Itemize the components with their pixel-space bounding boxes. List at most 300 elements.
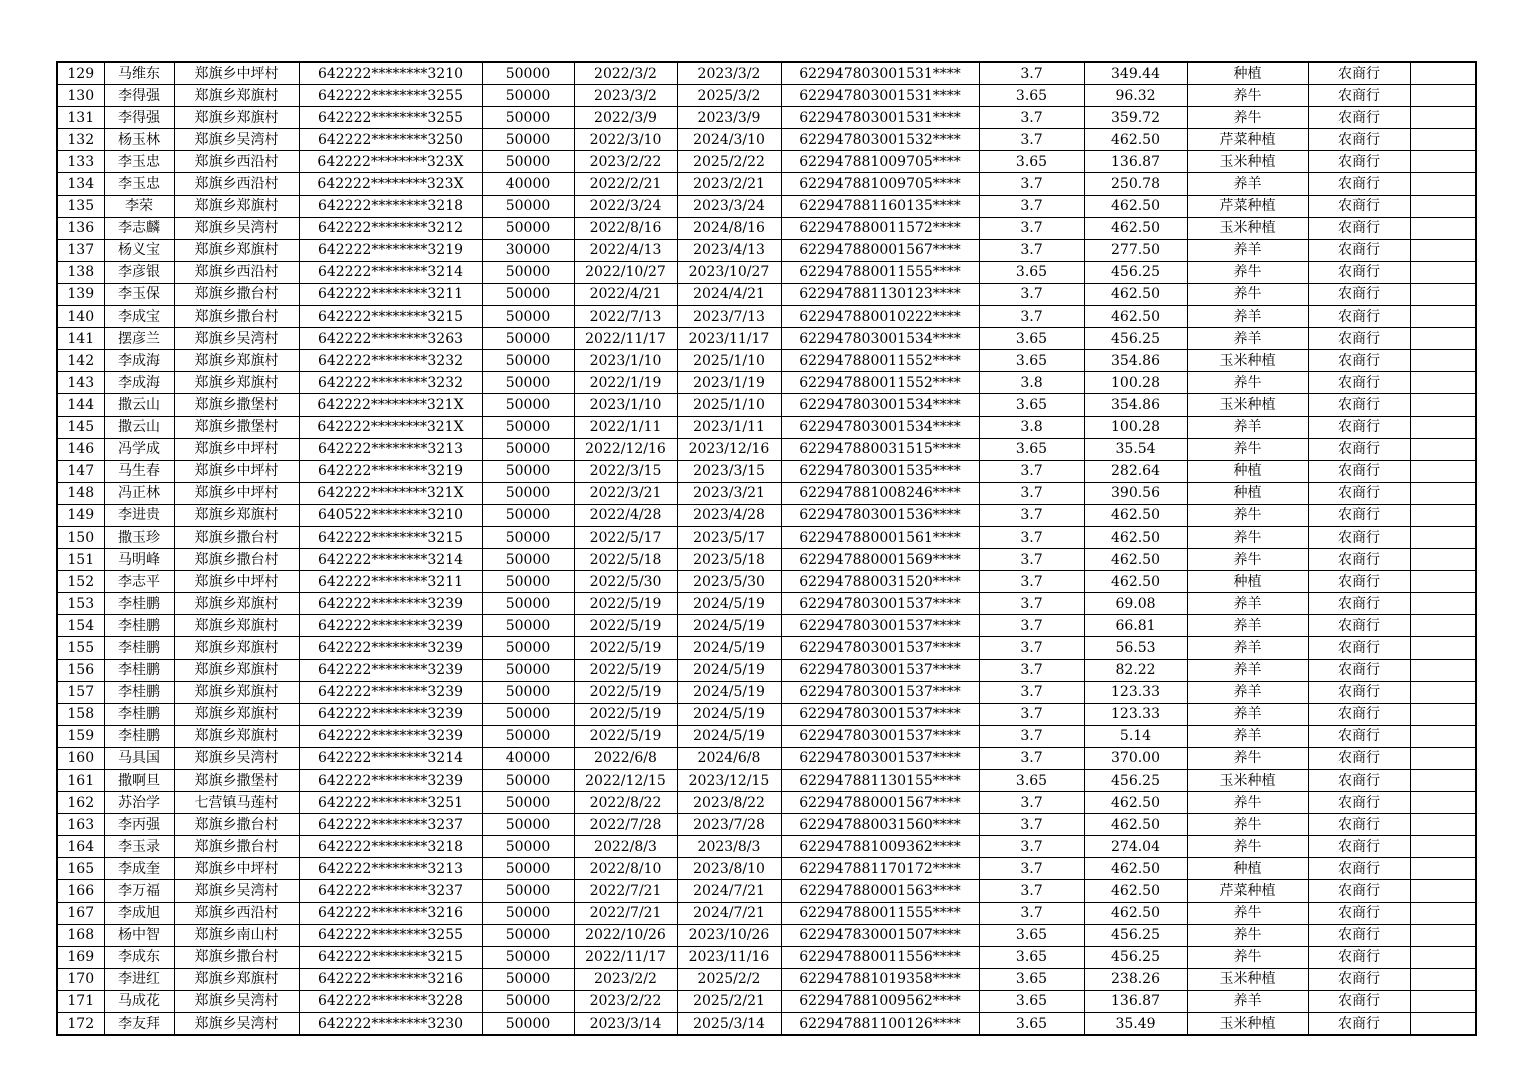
cell-loan-amount: 50000	[482, 593, 574, 615]
cell-id-number: 642222********3239	[299, 637, 482, 659]
table-row	[57, 438, 1476, 460]
table-row	[57, 261, 1476, 283]
cell-id-number: 642222********3218	[299, 836, 482, 858]
cell-start-date: 2022/1/19	[574, 372, 677, 394]
table-row	[57, 173, 1476, 195]
cell-bank: 农商行	[1308, 306, 1410, 328]
cell-note	[1410, 460, 1476, 482]
cell-bank: 农商行	[1308, 902, 1410, 924]
cell-account-number: 622947880031515****	[781, 438, 979, 460]
cell-bank: 农商行	[1308, 129, 1410, 151]
cell-purpose: 玉米种植	[1187, 1013, 1308, 1036]
cell-account-number: 622947803001537****	[781, 681, 979, 703]
cell-name: 马明峰	[104, 549, 174, 571]
cell-row-number: 139	[57, 283, 104, 305]
cell-bank: 农商行	[1308, 261, 1410, 283]
table-row	[57, 350, 1476, 372]
cell-loan-amount: 50000	[482, 438, 574, 460]
cell-purpose: 玉米种植	[1187, 217, 1308, 239]
cell-interest-rate: 3.7	[979, 836, 1084, 858]
cell-interest: 456.25	[1084, 946, 1187, 968]
cell-row-number: 143	[57, 372, 104, 394]
cell-loan-amount: 50000	[482, 792, 574, 814]
cell-bank: 农商行	[1308, 394, 1410, 416]
cell-note	[1410, 571, 1476, 593]
cell-village: 郑旗乡撒台村	[174, 836, 299, 858]
cell-bank: 农商行	[1308, 659, 1410, 681]
cell-row-number: 166	[57, 880, 104, 902]
cell-start-date: 2022/2/21	[574, 173, 677, 195]
cell-village: 郑旗乡吴湾村	[174, 328, 299, 350]
cell-village: 郑旗乡吴湾村	[174, 747, 299, 769]
cell-account-number: 622947880011556****	[781, 946, 979, 968]
cell-name: 李玉录	[104, 836, 174, 858]
table-row	[57, 880, 1476, 902]
cell-village: 郑旗乡撒台村	[174, 526, 299, 548]
cell-name: 李玉忠	[104, 173, 174, 195]
cell-row-number: 162	[57, 792, 104, 814]
cell-id-number: 642222********3211	[299, 571, 482, 593]
cell-loan-amount: 50000	[482, 681, 574, 703]
cell-loan-amount: 50000	[482, 306, 574, 328]
cell-row-number: 132	[57, 129, 104, 151]
cell-end-date: 2025/3/14	[677, 1013, 781, 1036]
cell-village: 郑旗乡郑旗村	[174, 350, 299, 372]
cell-purpose: 养羊	[1187, 615, 1308, 637]
cell-account-number: 622947830001507****	[781, 924, 979, 946]
cell-id-number: 642222********3251	[299, 792, 482, 814]
cell-interest: 462.50	[1084, 129, 1187, 151]
cell-id-number: 642222********3228	[299, 990, 482, 1012]
cell-bank: 农商行	[1308, 593, 1410, 615]
cell-account-number: 622947803001537****	[781, 659, 979, 681]
cell-bank: 农商行	[1308, 946, 1410, 968]
cell-note	[1410, 902, 1476, 924]
table-row	[57, 416, 1476, 438]
cell-interest: 462.50	[1084, 283, 1187, 305]
cell-name: 马生春	[104, 460, 174, 482]
cell-village: 郑旗乡撒堡村	[174, 416, 299, 438]
table-row	[57, 239, 1476, 261]
cell-row-number: 136	[57, 217, 104, 239]
cell-end-date: 2025/2/22	[677, 151, 781, 173]
cell-loan-amount: 50000	[482, 836, 574, 858]
cell-interest-rate: 3.65	[979, 438, 1084, 460]
cell-loan-amount: 50000	[482, 549, 574, 571]
cell-id-number: 642222********3219	[299, 239, 482, 261]
cell-village: 郑旗乡西沿村	[174, 151, 299, 173]
cell-account-number: 622947880011555****	[781, 902, 979, 924]
cell-start-date: 2022/4/13	[574, 239, 677, 261]
cell-end-date: 2024/3/10	[677, 129, 781, 151]
cell-interest-rate: 3.8	[979, 416, 1084, 438]
cell-name: 摆彦兰	[104, 328, 174, 350]
table-row	[57, 107, 1476, 129]
cell-purpose: 芹菜种植	[1187, 129, 1308, 151]
cell-name: 李桂鹏	[104, 725, 174, 747]
cell-bank: 农商行	[1308, 526, 1410, 548]
cell-account-number: 622947803001531****	[781, 85, 979, 107]
cell-interest: 69.08	[1084, 593, 1187, 615]
cell-start-date: 2022/3/24	[574, 195, 677, 217]
cell-end-date: 2024/5/19	[677, 703, 781, 725]
cell-start-date: 2022/11/17	[574, 328, 677, 350]
cell-account-number: 622947803001537****	[781, 637, 979, 659]
cell-loan-amount: 50000	[482, 1013, 574, 1036]
cell-village: 郑旗乡中坪村	[174, 571, 299, 593]
cell-row-number: 142	[57, 350, 104, 372]
cell-loan-amount: 50000	[482, 725, 574, 747]
cell-note	[1410, 62, 1476, 85]
cell-interest: 390.56	[1084, 482, 1187, 504]
cell-bank: 农商行	[1308, 504, 1410, 526]
cell-village: 郑旗乡中坪村	[174, 62, 299, 85]
cell-village: 郑旗乡中坪村	[174, 460, 299, 482]
cell-interest-rate: 3.7	[979, 902, 1084, 924]
cell-start-date: 2022/5/30	[574, 571, 677, 593]
table-row	[57, 593, 1476, 615]
cell-loan-amount: 50000	[482, 946, 574, 968]
cell-account-number: 622947881009562****	[781, 990, 979, 1012]
cell-end-date: 2024/5/19	[677, 681, 781, 703]
cell-note	[1410, 151, 1476, 173]
cell-name: 李万福	[104, 880, 174, 902]
cell-note	[1410, 770, 1476, 792]
cell-name: 撒玉珍	[104, 526, 174, 548]
cell-loan-amount: 50000	[482, 129, 574, 151]
cell-row-number: 131	[57, 107, 104, 129]
cell-loan-amount: 50000	[482, 637, 574, 659]
cell-end-date: 2024/5/19	[677, 659, 781, 681]
cell-id-number: 642222********3216	[299, 902, 482, 924]
cell-start-date: 2022/12/15	[574, 770, 677, 792]
cell-village: 郑旗乡撒台村	[174, 283, 299, 305]
cell-bank: 农商行	[1308, 858, 1410, 880]
cell-start-date: 2022/5/19	[574, 659, 677, 681]
cell-loan-amount: 50000	[482, 659, 574, 681]
cell-row-number: 140	[57, 306, 104, 328]
cell-start-date: 2023/1/10	[574, 394, 677, 416]
cell-start-date: 2022/3/2	[574, 62, 677, 85]
cell-id-number: 642222********3212	[299, 217, 482, 239]
cell-note	[1410, 549, 1476, 571]
cell-end-date: 2023/1/11	[677, 416, 781, 438]
cell-village: 郑旗乡西沿村	[174, 902, 299, 924]
cell-note	[1410, 261, 1476, 283]
cell-interest-rate: 3.7	[979, 217, 1084, 239]
cell-village: 郑旗乡撒堡村	[174, 770, 299, 792]
cell-purpose: 养羊	[1187, 239, 1308, 261]
table-row	[57, 195, 1476, 217]
cell-village: 郑旗乡西沿村	[174, 261, 299, 283]
cell-account-number: 622947880010222****	[781, 306, 979, 328]
cell-bank: 农商行	[1308, 968, 1410, 990]
cell-id-number: 642222********3216	[299, 968, 482, 990]
cell-interest-rate: 3.7	[979, 880, 1084, 902]
table-row	[57, 306, 1476, 328]
cell-loan-amount: 40000	[482, 173, 574, 195]
cell-purpose: 芹菜种植	[1187, 195, 1308, 217]
cell-name: 撒啊旦	[104, 770, 174, 792]
cell-interest: 462.50	[1084, 571, 1187, 593]
cell-bank: 农商行	[1308, 173, 1410, 195]
cell-account-number: 622947881160135****	[781, 195, 979, 217]
cell-loan-amount: 50000	[482, 217, 574, 239]
table-row	[57, 372, 1476, 394]
cell-row-number: 170	[57, 968, 104, 990]
cell-note	[1410, 107, 1476, 129]
cell-interest-rate: 3.65	[979, 85, 1084, 107]
cell-interest: 274.04	[1084, 836, 1187, 858]
cell-purpose: 养羊	[1187, 681, 1308, 703]
cell-interest-rate: 3.7	[979, 195, 1084, 217]
cell-note	[1410, 615, 1476, 637]
table-row	[57, 85, 1476, 107]
cell-end-date: 2025/2/2	[677, 968, 781, 990]
cell-loan-amount: 50000	[482, 968, 574, 990]
cell-account-number: 622947881008246****	[781, 482, 979, 504]
cell-id-number: 642222********3214	[299, 261, 482, 283]
cell-id-number: 642222********3232	[299, 372, 482, 394]
cell-id-number: 642222********323X	[299, 173, 482, 195]
cell-row-number: 163	[57, 814, 104, 836]
cell-interest: 462.50	[1084, 306, 1187, 328]
cell-name: 李桂鹏	[104, 703, 174, 725]
cell-loan-amount: 40000	[482, 747, 574, 769]
cell-note	[1410, 217, 1476, 239]
cell-interest: 123.33	[1084, 703, 1187, 725]
cell-purpose: 玉米种植	[1187, 350, 1308, 372]
cell-start-date: 2022/6/8	[574, 747, 677, 769]
cell-id-number: 642222********3215	[299, 946, 482, 968]
cell-name: 苏治学	[104, 792, 174, 814]
cell-purpose: 养牛	[1187, 792, 1308, 814]
cell-account-number: 622947803001537****	[781, 747, 979, 769]
cell-interest: 456.25	[1084, 770, 1187, 792]
cell-purpose: 养牛	[1187, 85, 1308, 107]
cell-loan-amount: 50000	[482, 372, 574, 394]
cell-loan-amount: 50000	[482, 394, 574, 416]
cell-id-number: 642222********3213	[299, 858, 482, 880]
table-row	[57, 747, 1476, 769]
table-row	[57, 328, 1476, 350]
cell-interest-rate: 3.7	[979, 637, 1084, 659]
cell-interest-rate: 3.7	[979, 526, 1084, 548]
table-row	[57, 571, 1476, 593]
cell-village: 郑旗乡郑旗村	[174, 195, 299, 217]
cell-interest: 462.50	[1084, 792, 1187, 814]
cell-row-number: 135	[57, 195, 104, 217]
cell-end-date: 2023/8/22	[677, 792, 781, 814]
cell-purpose: 玉米种植	[1187, 968, 1308, 990]
cell-interest-rate: 3.7	[979, 703, 1084, 725]
cell-loan-amount: 50000	[482, 283, 574, 305]
cell-village: 郑旗乡撒堡村	[174, 394, 299, 416]
cell-end-date: 2023/12/15	[677, 770, 781, 792]
cell-bank: 农商行	[1308, 350, 1410, 372]
cell-name: 李玉保	[104, 283, 174, 305]
cell-end-date: 2025/2/21	[677, 990, 781, 1012]
cell-interest: 100.28	[1084, 416, 1187, 438]
cell-start-date: 2022/11/17	[574, 946, 677, 968]
cell-end-date: 2023/8/3	[677, 836, 781, 858]
cell-id-number: 642222********3239	[299, 725, 482, 747]
cell-start-date: 2022/10/27	[574, 261, 677, 283]
cell-purpose: 养羊	[1187, 725, 1308, 747]
cell-interest: 136.87	[1084, 990, 1187, 1012]
cell-start-date: 2022/4/28	[574, 504, 677, 526]
cell-village: 郑旗乡郑旗村	[174, 85, 299, 107]
cell-purpose: 养羊	[1187, 416, 1308, 438]
cell-account-number: 622947880031520****	[781, 571, 979, 593]
cell-id-number: 642222********323X	[299, 151, 482, 173]
cell-end-date: 2023/12/16	[677, 438, 781, 460]
cell-note	[1410, 504, 1476, 526]
cell-loan-amount: 50000	[482, 770, 574, 792]
cell-row-number: 154	[57, 615, 104, 637]
cell-interest: 136.87	[1084, 151, 1187, 173]
cell-purpose: 养牛	[1187, 549, 1308, 571]
cell-bank: 农商行	[1308, 482, 1410, 504]
cell-village: 郑旗乡郑旗村	[174, 637, 299, 659]
cell-start-date: 2022/8/3	[574, 836, 677, 858]
cell-purpose: 养牛	[1187, 747, 1308, 769]
cell-interest: 250.78	[1084, 173, 1187, 195]
cell-account-number: 622947803001535****	[781, 460, 979, 482]
cell-start-date: 2022/3/15	[574, 460, 677, 482]
cell-account-number: 622947881019358****	[781, 968, 979, 990]
table-row	[57, 1013, 1476, 1036]
cell-row-number: 157	[57, 681, 104, 703]
cell-purpose: 种植	[1187, 460, 1308, 482]
cell-row-number: 171	[57, 990, 104, 1012]
cell-interest: 462.50	[1084, 549, 1187, 571]
cell-row-number: 129	[57, 62, 104, 85]
cell-bank: 农商行	[1308, 814, 1410, 836]
cell-start-date: 2022/10/26	[574, 924, 677, 946]
cell-bank: 农商行	[1308, 770, 1410, 792]
cell-interest: 5.14	[1084, 725, 1187, 747]
cell-id-number: 642222********3239	[299, 703, 482, 725]
cell-bank: 农商行	[1308, 637, 1410, 659]
table-row	[57, 725, 1476, 747]
cell-bank: 农商行	[1308, 195, 1410, 217]
cell-id-number: 642222********3215	[299, 306, 482, 328]
table-row	[57, 482, 1476, 504]
cell-interest-rate: 3.7	[979, 283, 1084, 305]
cell-village: 郑旗乡中坪村	[174, 438, 299, 460]
cell-village: 郑旗乡中坪村	[174, 482, 299, 504]
cell-id-number: 642222********3239	[299, 593, 482, 615]
cell-interest-rate: 3.7	[979, 129, 1084, 151]
cell-note	[1410, 968, 1476, 990]
cell-start-date: 2022/7/13	[574, 306, 677, 328]
cell-account-number: 622947803001537****	[781, 703, 979, 725]
cell-name: 李成东	[104, 946, 174, 968]
table-row	[57, 283, 1476, 305]
cell-interest: 82.22	[1084, 659, 1187, 681]
cell-name: 撒云山	[104, 394, 174, 416]
cell-id-number: 642222********3219	[299, 460, 482, 482]
cell-interest: 238.26	[1084, 968, 1187, 990]
cell-name: 马成花	[104, 990, 174, 1012]
table-row	[57, 62, 1476, 85]
cell-bank: 农商行	[1308, 571, 1410, 593]
cell-note	[1410, 306, 1476, 328]
cell-end-date: 2024/8/16	[677, 217, 781, 239]
cell-loan-amount: 50000	[482, 504, 574, 526]
cell-loan-amount: 50000	[482, 261, 574, 283]
cell-interest-rate: 3.7	[979, 504, 1084, 526]
cell-row-number: 150	[57, 526, 104, 548]
cell-interest-rate: 3.65	[979, 328, 1084, 350]
cell-loan-amount: 50000	[482, 880, 574, 902]
cell-id-number: 642222********3215	[299, 526, 482, 548]
table-row	[57, 394, 1476, 416]
cell-loan-amount: 50000	[482, 814, 574, 836]
cell-start-date: 2023/3/14	[574, 1013, 677, 1036]
cell-village: 郑旗乡郑旗村	[174, 615, 299, 637]
cell-bank: 农商行	[1308, 107, 1410, 129]
cell-name: 李成宝	[104, 306, 174, 328]
cell-end-date: 2024/6/8	[677, 747, 781, 769]
cell-start-date: 2022/5/17	[574, 526, 677, 548]
cell-village: 郑旗乡撒台村	[174, 946, 299, 968]
cell-loan-amount: 50000	[482, 858, 574, 880]
cell-account-number: 622947881009362****	[781, 836, 979, 858]
cell-bank: 农商行	[1308, 1013, 1410, 1036]
cell-village: 郑旗乡西沿村	[174, 173, 299, 195]
cell-row-number: 169	[57, 946, 104, 968]
cell-account-number: 622947880011552****	[781, 372, 979, 394]
cell-village: 郑旗乡南山村	[174, 924, 299, 946]
cell-account-number: 622947881130123****	[781, 283, 979, 305]
cell-village: 郑旗乡郑旗村	[174, 504, 299, 526]
cell-interest-rate: 3.7	[979, 858, 1084, 880]
cell-purpose: 养牛	[1187, 261, 1308, 283]
cell-loan-amount: 50000	[482, 62, 574, 85]
cell-end-date: 2023/3/24	[677, 195, 781, 217]
cell-village: 郑旗乡吴湾村	[174, 880, 299, 902]
cell-name: 李荣	[104, 195, 174, 217]
cell-start-date: 2022/7/28	[574, 814, 677, 836]
cell-start-date: 2022/8/16	[574, 217, 677, 239]
cell-start-date: 2022/5/19	[574, 593, 677, 615]
cell-interest-rate: 3.65	[979, 261, 1084, 283]
cell-loan-amount: 50000	[482, 460, 574, 482]
cell-id-number: 642222********3237	[299, 814, 482, 836]
cell-purpose: 养牛	[1187, 438, 1308, 460]
cell-end-date: 2023/4/28	[677, 504, 781, 526]
cell-name: 李成海	[104, 350, 174, 372]
cell-purpose: 养羊	[1187, 173, 1308, 195]
cell-end-date: 2025/1/10	[677, 350, 781, 372]
cell-account-number: 622947880001569****	[781, 549, 979, 571]
cell-row-number: 158	[57, 703, 104, 725]
cell-id-number: 642222********3237	[299, 880, 482, 902]
cell-interest-rate: 3.7	[979, 593, 1084, 615]
table-row	[57, 151, 1476, 173]
cell-account-number: 622947803001532****	[781, 129, 979, 151]
cell-start-date: 2022/5/19	[574, 681, 677, 703]
cell-start-date: 2022/3/21	[574, 482, 677, 504]
cell-id-number: 642222********3263	[299, 328, 482, 350]
cell-purpose: 养羊	[1187, 306, 1308, 328]
cell-loan-amount: 30000	[482, 239, 574, 261]
cell-village: 郑旗乡郑旗村	[174, 107, 299, 129]
cell-interest-rate: 3.7	[979, 239, 1084, 261]
cell-id-number: 642222********3230	[299, 1013, 482, 1036]
